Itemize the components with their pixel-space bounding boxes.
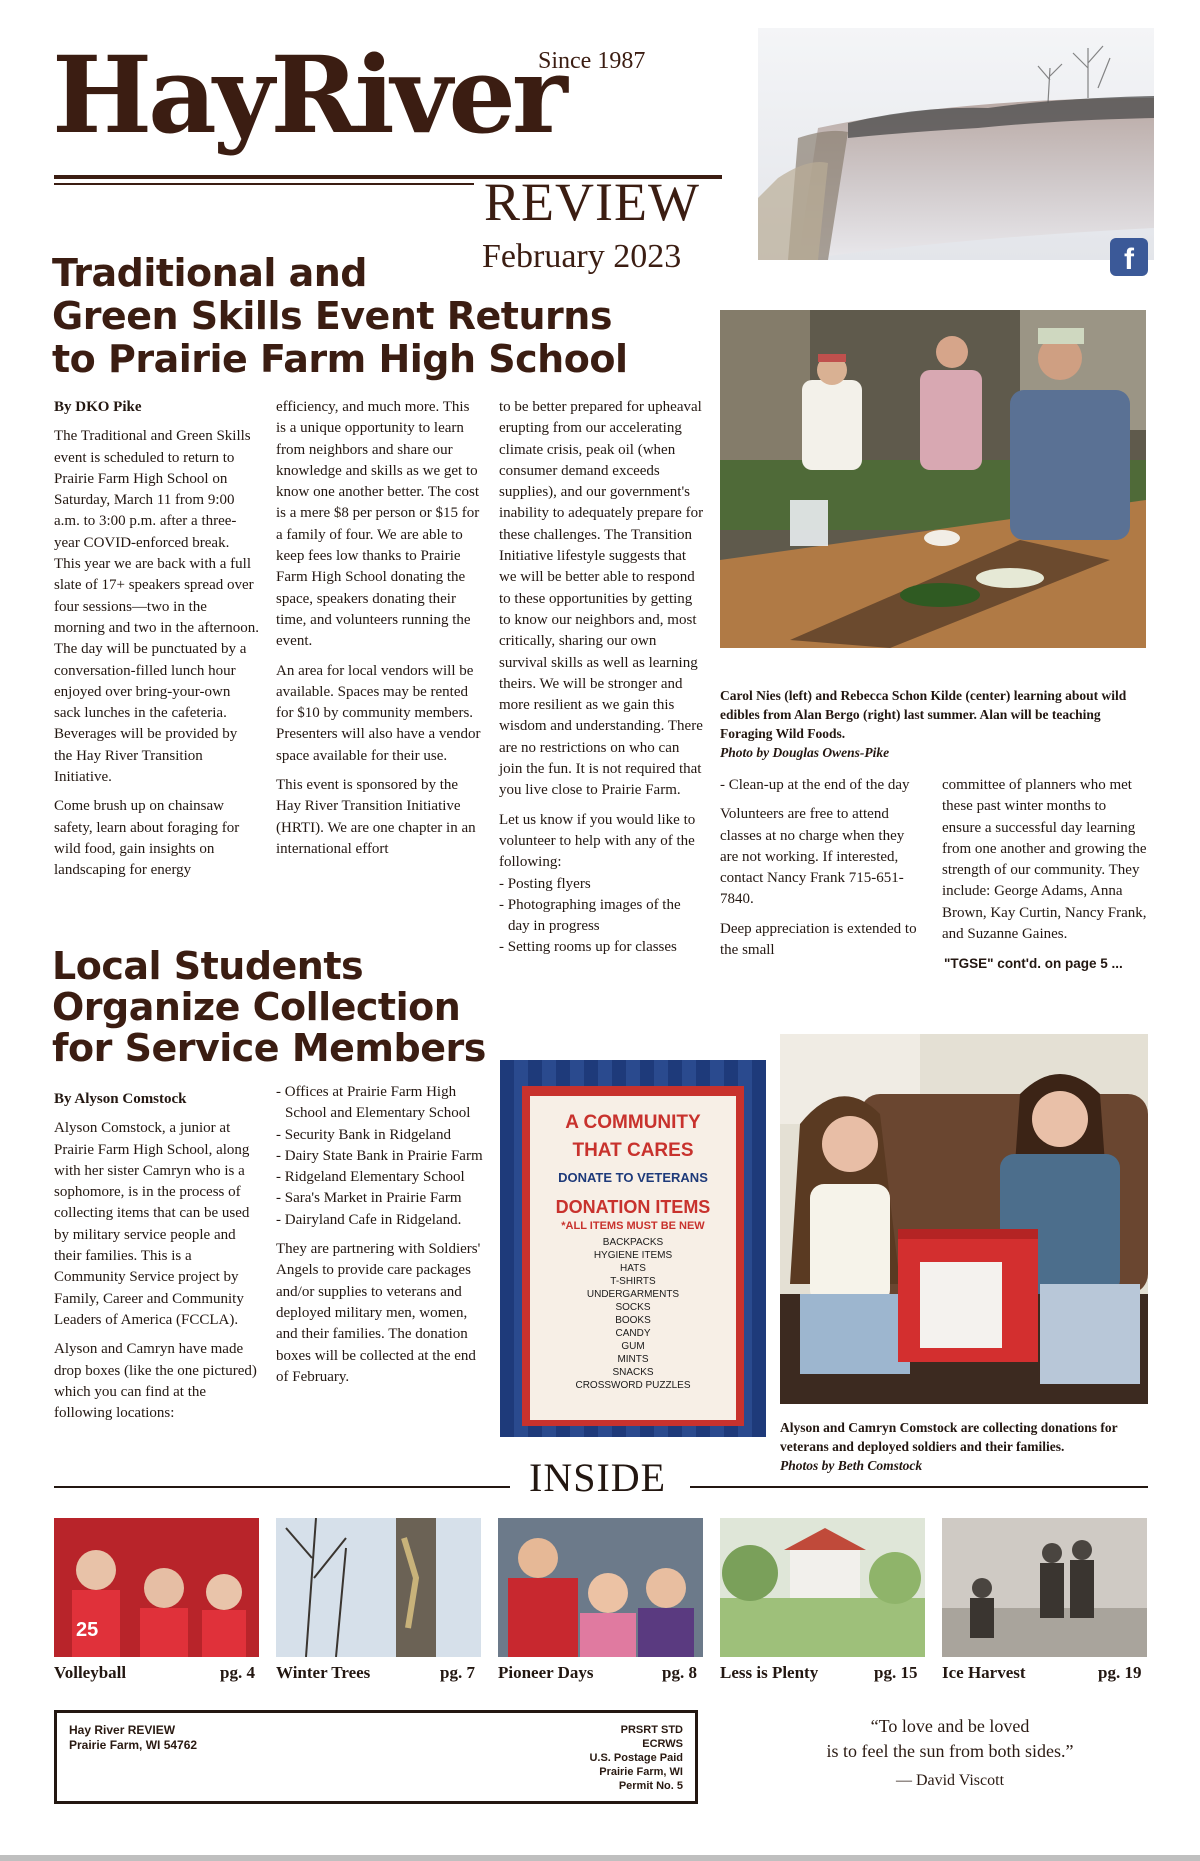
paragraph: to be better prepared for upheaval erupting from our accelerating climate crisis, peak oil (when consumer demand exceeds supplies), and our government's inability to adequately prepare for these challenges. The Transition Initiative lifestyle suggests that we will be better able to respond to these opportunities by getting to know our neighbors and, most critically, sharing our own survival skills as well as learning theirs. We will be stronger and more resilient as we gain this wisdom and understanding. There are no restrictions on who can join the fun. It is not required that you live close to Prairie Farm. [499, 399, 704, 799]
paragraph: Alyson Comstock, a junior at Prairie Farm High School, along with her sister Camryn who is a sophomore, is in the process of collecting items that can be used by military service people and their families. This is a Community Service project by Family, Career and Community Leaders of America (FCCLA). [54, 1120, 250, 1328]
paragraph: committee of planners who met these past winter months to ensure a successful day learning from one another and growing the strength of our community. They include: George Adams, Anna Brown, Kay Curtin, Nancy Frank, and Suzanne Gaines. [942, 777, 1147, 943]
list-item: - Setting rooms up for classes [499, 939, 677, 956]
poster-line: *ALL ITEMS MUST BE NEW [561, 1220, 705, 1232]
page-bottom-edge [0, 1855, 1200, 1861]
caption-text: Carol Nies (left) and Rebecca Schon Kilde (center) learning about wild edibles from Alan Bergo (right) last summer. Alan will be teaching Foraging Wild Foods. [720, 688, 1127, 741]
paragraph: Come brush up on chainsaw safety, learn about foraging for wild food, gain insights on landscaping for energy [54, 798, 240, 879]
postal-line: U.S. Postage Paid [589, 1752, 683, 1764]
photo-credit: Photos by Beth Comstock [780, 1458, 923, 1473]
poster-item: SOCKS [615, 1302, 651, 1313]
inside-page: pg. 7 [440, 1663, 475, 1682]
mailing-box [54, 1710, 698, 1804]
list-item: - Ridgeland Elementary School [276, 1169, 465, 1186]
sisters-caption [780, 1418, 1150, 1475]
list-item: - Offices at Prairie Farm High School and Elementary School [276, 1084, 471, 1122]
inside-label[interactable]: Ice Harvest [942, 1663, 1026, 1682]
paragraph: efficiency, and much more. This is a unique opportunity to learn from neighbors and share our knowledge and skills as we get to know one another better. The cost is a mere $8 per person or $15 for a family of four. We are able to keep fees low thanks to Prairie Farm High School donating the space, speakers donating their time, and volunteers running the event. [276, 399, 480, 650]
poster-item: UNDERGARMENTS [586, 1289, 680, 1300]
paragraph: Let us know if you would like to volunteer to help with any of the following: [499, 811, 696, 871]
continued-note[interactable]: "TGSE" cont'd. on page 5 ... [944, 956, 1123, 972]
poster-item: T-SHIRTS [610, 1276, 656, 1287]
masthead-rule-thin [54, 183, 474, 185]
headline-line: to Prairie Farm High School [52, 337, 628, 381]
inside-title: INSIDE [529, 1455, 667, 1500]
headline-line: Local Students [52, 944, 364, 988]
thumb-winter-trees[interactable] [276, 1518, 481, 1657]
inside-label[interactable]: Winter Trees [276, 1663, 371, 1682]
foraging-photo [720, 310, 1146, 648]
poster-line: A COMMUNITY [565, 1112, 701, 1133]
thumb-pioneer-days[interactable] [498, 1518, 703, 1657]
foraging-caption [720, 686, 1146, 762]
thumb-ice-harvest[interactable] [942, 1518, 1147, 1657]
inside-rule-left [54, 1486, 510, 1488]
article1-col5 [942, 775, 1148, 975]
masthead-review: REVIEW [484, 172, 700, 232]
masthead-title: HayRiver [52, 32, 564, 157]
list-item: - Clean-up at the end of the day [720, 777, 910, 793]
thumb-volleyball[interactable] [54, 1518, 259, 1657]
since-year: Since 1987 [538, 48, 646, 74]
article1-col3 [499, 397, 704, 959]
poster-item: CROSSWORD PUZZLES [575, 1380, 691, 1391]
quote-line: “To love and be loved [870, 1716, 1030, 1736]
inside-rule-right [690, 1486, 1148, 1488]
quote-line: is to feel the sun from both sides.” [826, 1741, 1074, 1761]
headline-line: Traditional and [52, 251, 367, 295]
poster-item: GUM [621, 1341, 645, 1352]
poster-item: HATS [620, 1263, 646, 1274]
quote [760, 1714, 1140, 1793]
facebook-icon[interactable]: f [1110, 238, 1148, 276]
list-item: - Dairy State Bank in Prairie Farm [276, 1147, 483, 1164]
list-item: - Sara's Market in Prairie Farm [276, 1190, 462, 1207]
poster-item: BOOKS [615, 1315, 651, 1326]
postage-indicia [589, 1723, 683, 1793]
quote-author: — David Viscott [895, 1772, 1005, 1789]
inside-page: pg. 4 [220, 1663, 255, 1682]
postal-line: ECRWS [642, 1738, 683, 1750]
poster-line: DONATION ITEMS [555, 1197, 711, 1217]
poster-line: THAT CARES [572, 1140, 694, 1161]
paragraph: Deep appreciation is extended to the small [720, 920, 917, 959]
poster-item: BACKPACKS [602, 1237, 664, 1248]
poster-item: CANDY [615, 1328, 651, 1339]
article2-col1 [54, 1089, 262, 1432]
byline: By DKO Pike [54, 399, 142, 415]
svg-text:25: 25 [76, 1619, 99, 1641]
article1-headline [52, 252, 627, 381]
article1-col1 [54, 397, 259, 890]
paragraph: Volunteers are free to attend classes at no charge when they are not working. If interested, contact Nancy Frank 715-651-7840. [720, 806, 905, 908]
paragraph: An area for local vendors will be available. Spaces may be rented for $10 by community members. Presenters will also have a vendor space available for their use. [276, 662, 481, 764]
byline: By Alyson Comstock [54, 1091, 187, 1107]
article2-headline [52, 946, 486, 1069]
caption-text: Alyson and Camryn Comstock are collecting donations for veterans and deployed soldiers and their families. [780, 1420, 1118, 1454]
headline-line: Green Skills Event Returns [52, 294, 612, 338]
poster-item: MINTS [617, 1354, 649, 1365]
inside-page: pg. 8 [662, 1663, 697, 1682]
postal-line: Permit No. 5 [618, 1780, 683, 1792]
poster-line: DONATE TO VETERANS [558, 1170, 708, 1185]
postal-line: Prairie Farm, WI [599, 1766, 683, 1778]
inside-label[interactable]: Volleyball [54, 1663, 127, 1682]
list-item: - Posting flyers [499, 875, 591, 892]
mailing-address: Prairie Farm, WI 54762 [69, 1738, 198, 1752]
poster-item: HYGIENE ITEMS [593, 1250, 673, 1261]
headline-line: for Service Members [52, 1026, 486, 1070]
donation-poster [500, 1060, 766, 1437]
paragraph: This event is sponsored by the Hay River Transition Initiative (HRTI). We are one chapter in an international effort [276, 777, 476, 857]
paragraph: They are partnering with Soldiers' Angels to provide care packages and/or supplies to veterans and deployed military men, women, and their families. The donation boxes will be collected at the end of February. [276, 1241, 481, 1385]
inside-label[interactable]: Less is Plenty [720, 1663, 819, 1682]
thumb-less-is-plenty[interactable] [720, 1518, 925, 1657]
poster-item: SNACKS [612, 1367, 654, 1378]
article1-col2 [276, 397, 481, 868]
inside-label[interactable]: Pioneer Days [498, 1663, 594, 1682]
paragraph: Alyson and Camryn have made drop boxes (like the one pictured) which you can find at the following locations: [54, 1341, 257, 1422]
mailing-name: Hay River REVIEW [69, 1723, 176, 1737]
river-photo [758, 28, 1154, 260]
photo-credit: Photo by Douglas Owens-Pike [720, 745, 890, 760]
inside-page: pg. 19 [1098, 1663, 1142, 1682]
paragraph: The Traditional and Green Skills event is scheduled to return to Prairie Farm High School on Saturday, March 11 from 9:00 a.m. to 3:00 p.m. after a three-year COVID-enforced break. This year we are back with a full slate of 17+ speakers spread over four sessions—two in the morning and two in the afternoon. The day will be punctuated by a conversation-filled lunch hour enjoyed over bring-your-own sack lunches in the cafeteria. Beverages will be provided by the Hay River Transition Initiative. [54, 428, 259, 786]
issue-date: February 2023 [482, 238, 682, 275]
list-item: - Photographing images of the day in progress [499, 896, 681, 935]
headline-line: Organize Collection [52, 985, 461, 1029]
article2-col2 [276, 1082, 484, 1396]
inside-page: pg. 15 [874, 1663, 918, 1682]
postal-line: PRSRT STD [620, 1724, 683, 1736]
article1-col4 [720, 775, 920, 969]
list-item: - Dairyland Cafe in Ridgeland. [276, 1211, 462, 1228]
sisters-photo [780, 1034, 1148, 1404]
list-item: - Security Bank in Ridgeland [276, 1126, 451, 1143]
